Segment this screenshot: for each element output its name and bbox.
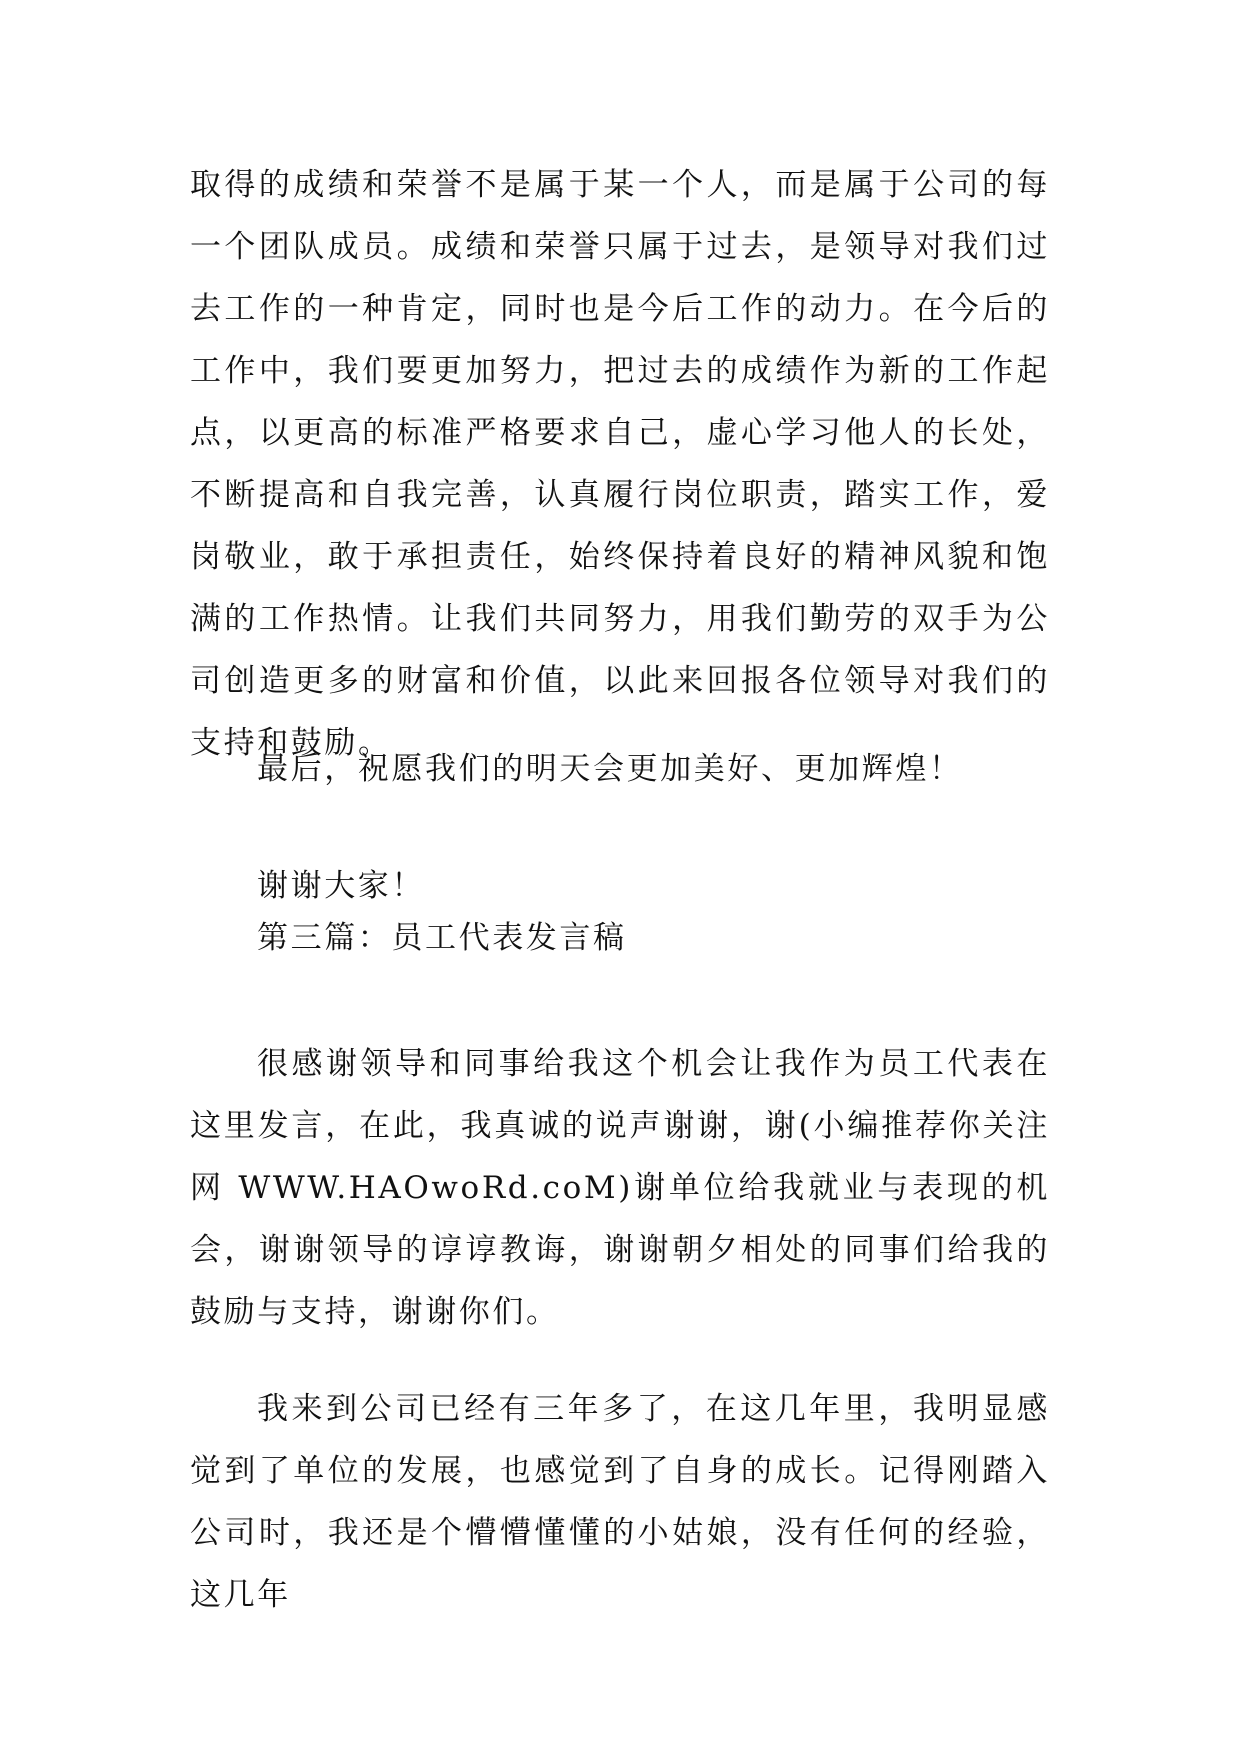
- paragraph-wishes: 最后，祝愿我们的明天会更加美好、更加辉煌！: [257, 751, 963, 787]
- section-heading: 第三篇：员工代表发言稿: [257, 920, 627, 956]
- paragraph-growth: 我来到公司已经有三年多了，在这几年里，我明显感觉到了单位的发展，也感觉到了自身的成长。记得刚踏入公司时，我还是个懵懵懂懂的小姑娘，没有任何的经验，这几年: [190, 1391, 1050, 1613]
- paragraph-thanks: 谢谢大家！: [257, 868, 425, 904]
- paragraph-achievements: 取得的成绩和荣誉不是属于某一个人，而是属于公司的每一个团队成员。成绩和荣誉只属于过去，是领导对我们过去工作的一种肯定，同时也是今后工作的动力。在今后的工作中，我们要更加努力，把过去的成绩作为新的工作起点，以更高的标准严格要求自己，虚心学习他人的长处，不断提高和自我完善，认真履行岗位职责，踏实工作，爱岗敬业，敢于承担责任，始终保持着良好的精神风貌和饱满的工作热情。让我们共同努力，用我们勤劳的双手为公司创造更多的财富和价值，以此来回报各位领导对我们的支持和鼓励。: [190, 167, 1050, 761]
- paragraph-gratitude: 很感谢领导和同事给我这个机会让我作为员工代表在这里发言，在此，我真诚的说声谢谢，谢(小编推荐你关注网 WWW.HAOwoRd.coM)谢单位给我就业与表现的机会，谢谢领导的谆谆教诲，谢谢朝夕相处的同事们给我的鼓励与支持，谢谢你们。: [190, 1046, 1050, 1330]
